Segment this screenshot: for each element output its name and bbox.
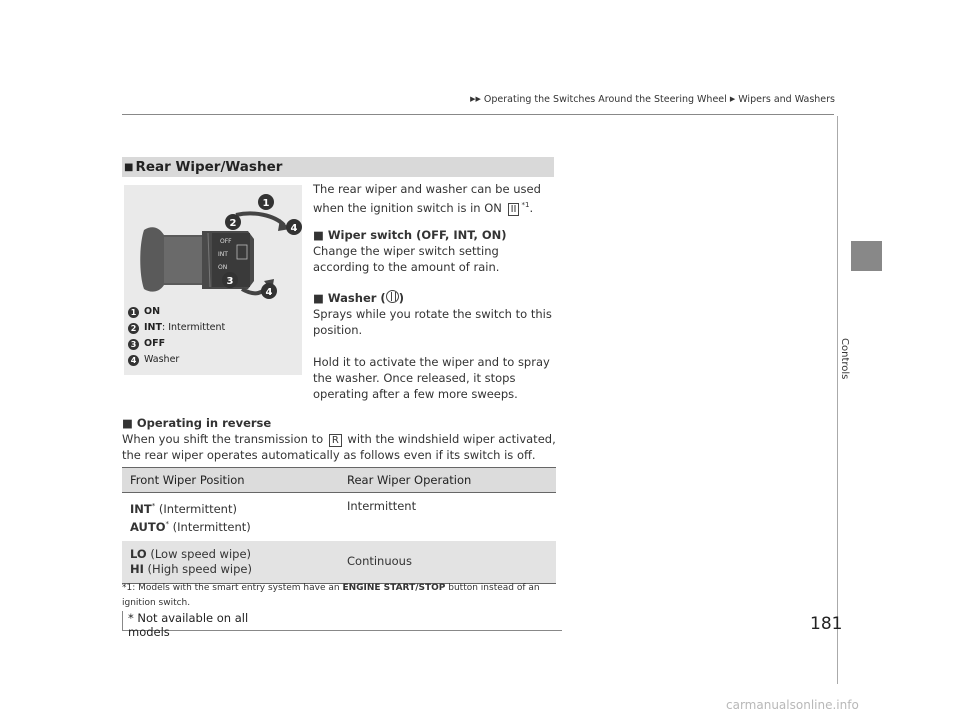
intro-paragraph (313, 181, 558, 216)
wiper-switch-block (313, 227, 558, 275)
square-bullet-icon: ■ (313, 228, 328, 242)
footnote-pre: *1: Models with the smart entry system have an (122, 583, 340, 593)
table-header-row (122, 468, 556, 493)
asterisk: * (165, 519, 170, 528)
position-desc: (Intermittent) (155, 501, 237, 516)
reverse-body-post: with the windshield wiper activated, the rear wiper operates automatically as follows even if its switch is off. (122, 432, 556, 462)
wiper-switch-body: Change the wiper switch setting according to the amount of rain. (313, 244, 500, 274)
asterisk: * (151, 502, 156, 510)
breadcrumb-part-2: Wipers and Washers (738, 94, 835, 105)
square-bullet-icon: ■ (124, 162, 134, 173)
section-heading (122, 157, 554, 177)
chapter-label: Controls (839, 338, 850, 380)
wiper-switch-heading (313, 227, 558, 243)
square-bullet-icon: ■ (122, 416, 137, 430)
reverse-title: Operating in reverse (136, 416, 272, 430)
intro-text: The rear wiper and washer can be used when the ignition switch is in ON (313, 182, 541, 215)
position-name: AUTO (130, 519, 166, 534)
reverse-body-pre: When you shift the transmission to (122, 432, 324, 446)
legend-number: 3 (128, 339, 139, 350)
washer-body-1: Sprays while you rotate the switch to this position. (313, 307, 552, 337)
footnote-post: button instead of an ignition switch. (122, 583, 540, 608)
bottom-vline (122, 611, 123, 631)
legend-label: INT (144, 322, 162, 333)
legend-item (128, 304, 225, 320)
figure-legend (128, 304, 225, 368)
table-cell (122, 541, 339, 584)
callout-1: 1 (262, 198, 270, 209)
callout-4: 4 (290, 223, 298, 234)
table-header: Rear Wiper Operation (339, 468, 556, 493)
washer-block (313, 290, 558, 402)
switch-label: OFF (220, 238, 232, 245)
washer-heading (313, 290, 558, 306)
table-header: Front Wiper Position (122, 468, 339, 493)
chapter-tab (851, 241, 882, 271)
availability-note: * Not available on all models (128, 611, 249, 639)
table-row (122, 493, 556, 541)
side-rule (837, 116, 838, 684)
rear-wiper-table (122, 467, 556, 584)
footnote-ref: *1 (521, 201, 530, 209)
legend-label: Washer (144, 354, 180, 365)
washer-body-2: Hold it to activate the wiper and to spray the washer. Once released, it stops operating after a few more sweeps. (313, 355, 550, 401)
washer-title-pre: Washer ( (327, 291, 386, 305)
intro-end: . (529, 200, 534, 215)
position-desc: (Intermittent) (169, 519, 251, 534)
top-rule (122, 114, 834, 115)
legend-label: ON (144, 306, 161, 317)
legend-item (128, 352, 225, 368)
ignition-key: II (508, 203, 520, 216)
watermark: carmanualsonline.info (726, 698, 859, 712)
switch-label: ON (218, 264, 228, 271)
table-row (122, 541, 556, 584)
arrow-icon: ▶▶ (470, 95, 481, 103)
legend-number: 1 (128, 307, 139, 318)
legend-label: OFF (144, 338, 166, 349)
footnote (122, 581, 562, 611)
position-name: INT (130, 501, 152, 516)
switch-label: INT (218, 251, 228, 258)
table-cell: Intermittent (339, 493, 556, 541)
position-desc: (Low speed wipe) (146, 546, 252, 561)
legend-number: 2 (128, 323, 139, 334)
breadcrumb-part-1: Operating the Switches Around the Steering Wheel (483, 94, 727, 105)
position-name: LO (130, 546, 147, 561)
section-title: Rear Wiper/Washer (135, 159, 283, 175)
position-name: HI (130, 561, 144, 576)
table-cell (122, 493, 339, 541)
bottom-rule (122, 630, 562, 631)
legend-item (128, 336, 225, 352)
wiper-switch-title: Wiper switch (OFF, INT, ON) (327, 228, 507, 242)
breadcrumb (470, 94, 835, 105)
washer-title-post: ) (398, 291, 404, 305)
reverse-key: R (329, 434, 342, 447)
callout-3: 3 (226, 276, 234, 287)
reverse-heading (122, 415, 556, 431)
page-number: 181 (810, 614, 843, 634)
arrow-icon: ▶ (729, 95, 736, 103)
position-desc: (High speed wipe) (143, 561, 252, 576)
table-cell: Continuous (339, 541, 556, 584)
square-bullet-icon: ■ (313, 291, 328, 305)
reverse-block (122, 415, 556, 463)
washer-icon (386, 290, 399, 303)
callout-4: 4 (265, 287, 273, 298)
legend-desc: : Intermittent (161, 322, 226, 333)
footnote-bold: ENGINE START/STOP (342, 583, 446, 593)
legend-item (128, 320, 225, 336)
reverse-body (122, 431, 556, 463)
callout-2: 2 (229, 218, 237, 229)
legend-number: 4 (128, 355, 139, 366)
